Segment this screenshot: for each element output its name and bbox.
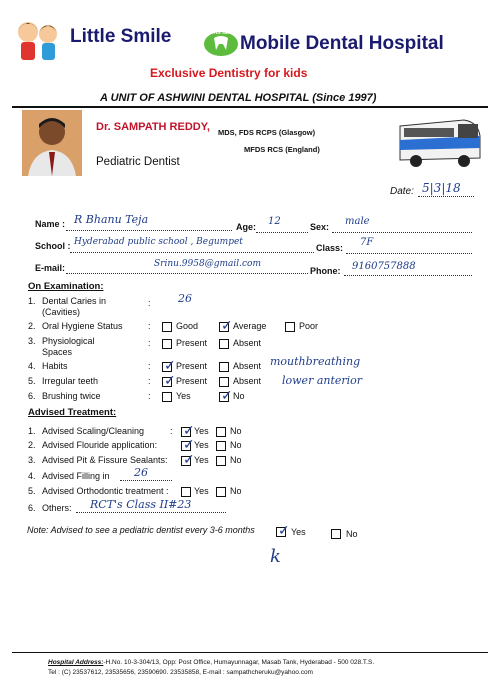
address-text: -H.No. 10-3-304/13, Opp: Post Office, Humayunnagar, Masab Tank, Hyderabad - 500 028.T.S.	[103, 659, 375, 666]
checkbox-no[interactable]	[216, 456, 226, 466]
checkbox-no[interactable]	[216, 441, 226, 451]
tooth-logo	[202, 30, 240, 58]
option-label: Absent	[233, 376, 262, 386]
school-line	[70, 252, 314, 253]
signature: k	[270, 546, 281, 567]
treat-label: Advised Scaling/Cleaning	[42, 426, 145, 436]
footer-tel: Tel : (C) 23537612, 23535656, 23590690. 23535858, E-mail : sampathcheruku@yahoo.com	[48, 669, 313, 676]
phone-label: Phone:	[310, 266, 341, 276]
filling-line	[120, 480, 172, 481]
name-line	[66, 230, 232, 231]
class-line	[346, 253, 472, 254]
exam-num: 2.	[28, 321, 36, 331]
unit-line: A UNIT OF ASHWINI DENTAL HOSPITAL (Since 1997)	[100, 92, 377, 104]
exam-colon: :	[148, 298, 151, 308]
doctor-photo	[22, 110, 82, 176]
option-label: No	[230, 486, 242, 496]
doctor-name: Dr. SAMPATH REDDY,	[96, 121, 210, 133]
exam-label-2: Spaces	[42, 347, 73, 357]
note-no-label: No	[346, 529, 358, 539]
date-value: 5|3|18	[422, 181, 461, 195]
kids-logo	[8, 12, 68, 64]
option-label: Average	[233, 321, 267, 331]
exam-num: 6.	[28, 391, 36, 401]
checkbox-note-yes[interactable]	[276, 527, 286, 537]
exam-num: 5.	[28, 376, 36, 386]
treatment-heading: Advised Treatment:	[28, 407, 117, 418]
phone-value: 9160757888	[352, 261, 416, 272]
treat-label: Advised Orthodontic treatment :	[42, 486, 169, 496]
checkbox-note-no[interactable]	[331, 529, 341, 539]
treat-label: Others:	[42, 503, 72, 513]
school-label: School :	[35, 241, 71, 251]
treat-num: 4.	[28, 471, 36, 481]
school-value: Hyderabad public school , Begumpet	[74, 237, 243, 247]
exam-colon: :	[148, 391, 151, 401]
exam-label-2: (Cavities)	[42, 307, 81, 317]
checkbox-yes[interactable]	[181, 487, 191, 497]
date-line	[418, 196, 474, 197]
checkbox-poor[interactable]	[285, 322, 295, 332]
bus-image	[394, 114, 482, 170]
exam-label: Oral Hygiene Status	[42, 321, 123, 331]
sex-label: Sex:	[310, 222, 330, 232]
exam-num: 3.	[28, 336, 36, 346]
others-line	[76, 512, 226, 513]
exam-label: Irregular teeth	[42, 376, 99, 386]
checkbox-absent[interactable]	[219, 339, 229, 349]
treat-num: 2.	[28, 440, 36, 450]
habit-note: mouthbreathing	[270, 355, 361, 368]
date-label: Date:	[390, 186, 414, 197]
treat-colon: :	[170, 426, 173, 436]
footer-rule	[12, 652, 488, 653]
option-label: Yes	[176, 391, 191, 401]
treat-num: 5.	[28, 486, 36, 496]
checkbox-absent[interactable]	[219, 377, 229, 387]
class-value: 7F	[360, 237, 374, 248]
age-value: 12	[268, 216, 281, 227]
irregular-note: lower anterior	[282, 374, 363, 387]
checkbox-absent[interactable]	[219, 362, 229, 372]
exam-num: 1.	[28, 296, 36, 306]
option-label: Yes	[194, 440, 209, 450]
treat-num: 3.	[28, 455, 36, 465]
address-label: Hospital Address:	[48, 659, 104, 666]
brand-right: Mobile Dental Hospital	[240, 33, 444, 54]
footer-address	[48, 659, 374, 666]
checkbox-good[interactable]	[162, 322, 172, 332]
others-value: RCT's Class II#23	[90, 498, 192, 511]
checkbox-present[interactable]	[162, 362, 172, 372]
option-label: Yes	[194, 486, 209, 496]
checkbox-yes[interactable]	[181, 441, 191, 451]
age-label: Age:	[236, 222, 256, 232]
email-value: Srinu.9958@gmail.com	[154, 259, 261, 269]
treat-label: Advised Flouride application:	[42, 440, 158, 450]
name-label: Name :	[35, 219, 66, 229]
doctor-quals-1: MDS, FDS RCPS (Glasgow)	[218, 128, 316, 137]
option-label: No	[230, 426, 242, 436]
exam-label: Physiological	[42, 336, 95, 346]
phone-line	[344, 275, 472, 276]
option-label: Yes	[194, 455, 209, 465]
caries-value: 26	[178, 292, 192, 305]
exam-colon: :	[148, 338, 151, 348]
sex-line	[332, 232, 472, 233]
exam-colon: :	[148, 376, 151, 386]
option-label: Present	[176, 361, 208, 371]
option-label: Present	[176, 376, 208, 386]
tooth-logo-text: LITTLE SMILE	[207, 30, 235, 35]
class-label: Class:	[316, 243, 344, 253]
treat-num: 1.	[28, 426, 36, 436]
checkbox-no[interactable]	[216, 487, 226, 497]
checkbox-present[interactable]	[162, 377, 172, 387]
treat-label: Advised Filling in	[42, 471, 110, 481]
option-label: Absent	[233, 338, 262, 348]
option-label: Absent	[233, 361, 262, 371]
age-line	[256, 232, 308, 233]
checkbox-yes[interactable]	[162, 392, 172, 402]
option-label: Yes	[194, 426, 209, 436]
checkbox-average[interactable]	[219, 322, 229, 332]
exam-num: 4.	[28, 361, 36, 371]
sex-value: male	[345, 216, 370, 227]
treat-label: Advised Pit & Fissure Sealants:	[42, 455, 168, 465]
checkbox-no[interactable]	[219, 392, 229, 402]
option-label: Good	[176, 321, 199, 331]
name-value: R Bhanu Teja	[74, 213, 149, 226]
checkbox-no[interactable]	[216, 427, 226, 437]
option-label: Poor	[299, 321, 319, 331]
checkbox-present[interactable]	[162, 339, 172, 349]
exam-label: Brushing twice	[42, 391, 101, 401]
option-label: Present	[176, 338, 208, 348]
doctor-title: Pediatric Dentist	[96, 156, 180, 168]
exam-label: Dental Caries in	[42, 296, 107, 306]
option-label: No	[230, 440, 242, 450]
exam-colon: :	[148, 321, 151, 331]
note-text: Note: Advised to see a pediatric dentist every 3-6 months	[27, 525, 255, 535]
header-rule	[12, 106, 488, 108]
doctor-quals-2: MFDS RCS (England)	[244, 145, 320, 154]
treat-num: 6.	[28, 503, 36, 513]
email-label: E-mail:	[35, 263, 66, 273]
exam-heading: On Examination:	[28, 281, 104, 292]
option-label: No	[233, 391, 245, 401]
filling-value: 26	[134, 466, 148, 479]
option-label: No	[230, 455, 242, 465]
tagline: Exclusive Dentistry for kids	[150, 66, 308, 80]
exam-label: Habits	[42, 361, 68, 371]
checkbox-yes[interactable]	[181, 456, 191, 466]
note-yes-label: Yes	[291, 527, 306, 537]
exam-colon: :	[148, 361, 151, 371]
brand-left: Little Smile	[70, 26, 172, 47]
email-line	[66, 273, 308, 274]
